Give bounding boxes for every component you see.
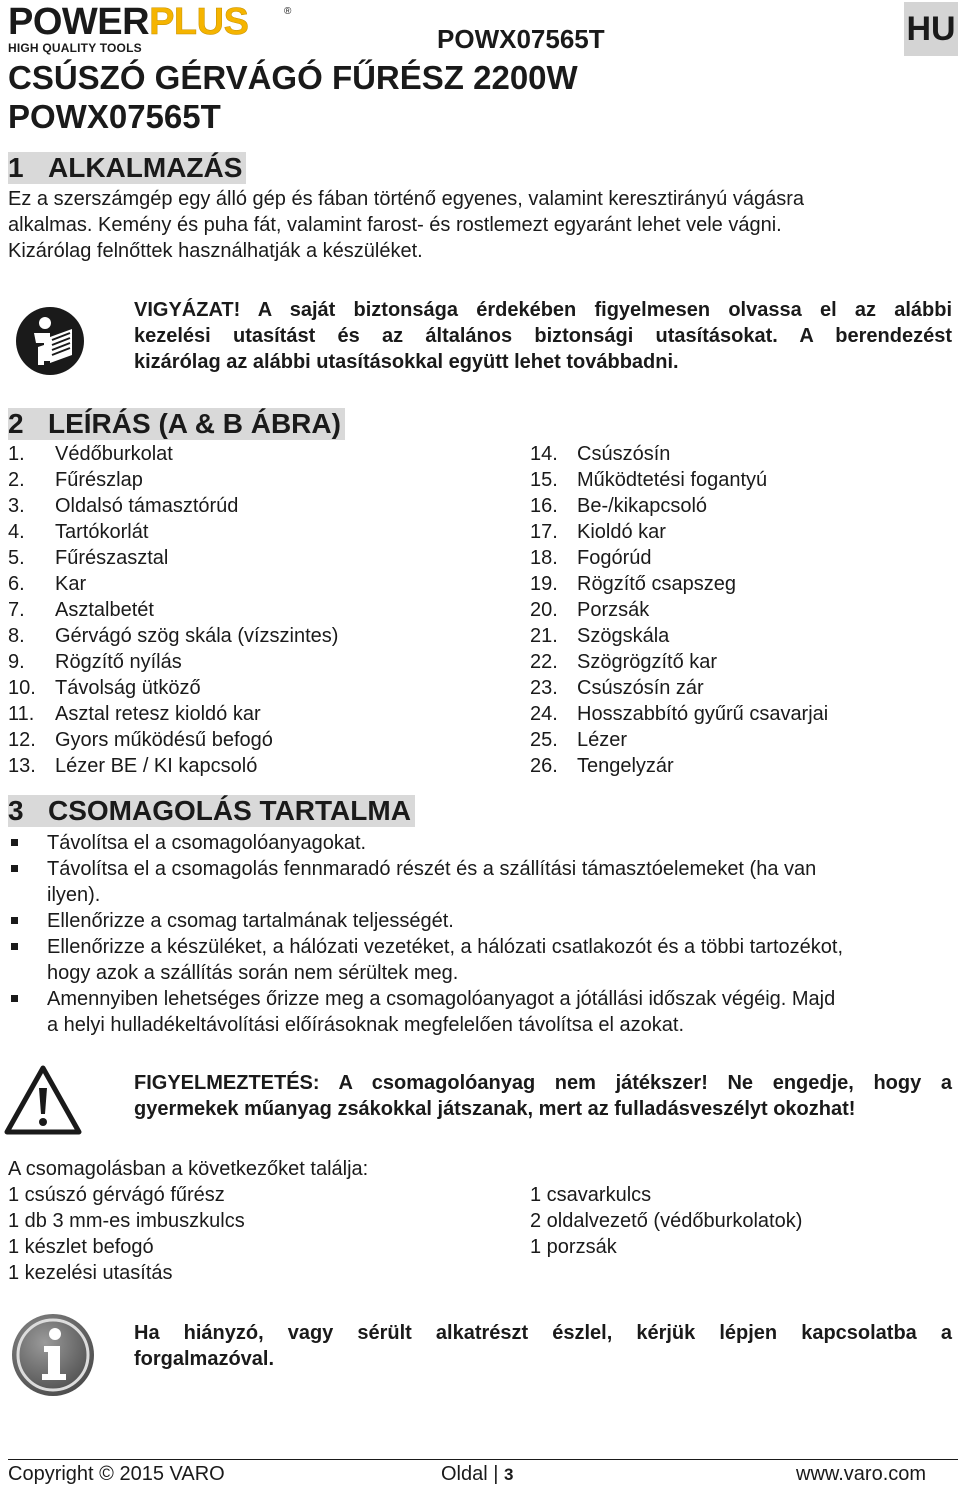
title-line-1: CSÚSZÓ GÉRVÁGÓ FŰRÉSZ 2200W <box>8 59 578 96</box>
section-1-body <box>8 186 953 264</box>
logo-power: POWER <box>8 1 150 43</box>
list-item: 7. Asztalbetét <box>8 599 154 621</box>
logo-tagline: HIGH QUALITY TOOLS <box>8 41 142 55</box>
list-item: 21. Szögskála <box>530 625 670 647</box>
header-model: POWX07565T <box>437 24 605 54</box>
note-line: Ha hiányzó, vagy sérült alkatrészt észlel, kérjük lépjen kapcsolatba a <box>134 1322 952 1344</box>
list-item: 5. Fűrészasztal <box>8 547 169 569</box>
missing-parts-note <box>134 1320 952 1346</box>
list-item: 24. Hosszabbító gyűrű csavarjai <box>530 703 829 725</box>
list-item: 12. Gyors működésű befogó <box>8 729 273 751</box>
list-item: 9. Rögzítő nyílás <box>8 651 182 673</box>
list-item: 23. Csúszósín zár <box>530 677 704 699</box>
list-item: 1 porzsák <box>530 1236 617 1258</box>
section-2-title: LEÍRÁS (A & B ÁBRA) <box>48 408 341 439</box>
list-item: 1 csavarkulcs <box>530 1184 652 1206</box>
footer-page <box>441 1462 514 1487</box>
list-item: 22. Szögrögzítő kar <box>530 651 718 673</box>
list-item: 1 csúszó gérvágó fűrész <box>8 1184 225 1206</box>
page-separator: | <box>493 1463 499 1485</box>
safety-notice <box>134 297 952 349</box>
list-item: 20. Porzsák <box>530 599 650 621</box>
list-item: Ellenőrizze a készüléket, a hálózati vezetéket, a hálózati csatlakozót és a többi tartozékot, hogy azok a szállítás során nem sérültek meg. <box>8 934 953 986</box>
list-item: Ellenőrizze a csomag tartalmának teljességét. <box>8 908 953 934</box>
notice-line: VIGYÁZAT! A saját biztonsága érdekében figyelmesen olvassa el az alábbi <box>134 299 952 321</box>
read-manual-icon <box>14 303 86 379</box>
section-2-heading <box>8 408 345 440</box>
logo-wordmark <box>8 1 298 43</box>
list-item: 26. Tengelyzár <box>530 755 674 777</box>
warning-line: FIGYELMEZTETÉS: A csomagolóanyag nem játékszer! Ne engedje, hogy a <box>134 1072 952 1094</box>
footer-url[interactable]: www.varo.com <box>796 1463 927 1485</box>
list-item: 16. Be-/kikapcsoló <box>530 495 708 517</box>
missing-parts-note-last: forgalmazóval. <box>134 1348 275 1370</box>
page-number: 3 <box>504 1465 514 1484</box>
info-icon <box>10 1312 96 1398</box>
notice-line: kezelési utasítást és az általános biztonsági utasításokat. A berendezést <box>134 325 952 347</box>
list-item: Távolítsa el a csomagolás fennmaradó részét és a szállítási támasztóelemeket (ha van ilyen). <box>8 856 953 908</box>
language-badge: HU <box>904 2 958 56</box>
list-item: 3. Oldalsó támasztórúd <box>8 495 239 517</box>
list-item: 1 készlet befogó <box>8 1236 154 1258</box>
list-item: 2. Fűrészlap <box>8 469 143 491</box>
bullet-square-icon <box>11 917 18 924</box>
list-item: 18. Fogórúd <box>530 547 652 569</box>
powerplus-logo <box>8 1 298 55</box>
bullet-square-icon <box>11 865 18 872</box>
section-3-heading <box>8 795 415 827</box>
body-line: alkalmas. Kemény és puha fát, valamint farost- és rostlemezt egyaránt lehet vele vágni. <box>8 214 782 236</box>
packaging-warning <box>134 1070 952 1096</box>
page-title <box>8 58 578 136</box>
list-item: Távolítsa el a csomagolóanyagokat. <box>8 830 953 856</box>
list-item: 11. Asztal retesz kioldó kar <box>8 703 261 725</box>
section-3-title: CSOMAGOLÁS TARTALMA <box>48 795 411 826</box>
footer-copyright: Copyright © 2015 VARO <box>8 1463 225 1485</box>
list-item: 2 oldalvezető (védőburkolatok) <box>530 1210 803 1232</box>
list-item: 19. Rögzítő csapszeg <box>530 573 736 595</box>
body-line: Kizárólag felnőttek használhatják a készüléket. <box>8 240 423 262</box>
section-1-number: 1 <box>8 152 24 183</box>
warning-triangle-icon <box>4 1064 82 1136</box>
list-item: 14. Csúszósín <box>530 443 671 465</box>
footer-divider <box>8 1459 958 1460</box>
list-item: 4. Tartókorlát <box>8 521 149 543</box>
list-item: 8. Gérvágó szög skála (vízszintes) <box>8 625 339 647</box>
contents-list-right <box>530 1182 955 1260</box>
list-item: 10. Távolság ütköző <box>8 677 201 699</box>
safety-notice-last: kizárólag az alábbi utasításokkal együtt lehet továbbadni. <box>134 351 679 373</box>
title-line-2: POWX07565T <box>8 98 221 135</box>
bullet-square-icon <box>11 995 18 1002</box>
unpacking-steps <box>8 830 953 1038</box>
list-item: 1. Védőburkolat <box>8 443 173 465</box>
section-1-title: ALKALMAZÁS <box>48 152 243 183</box>
logo-plus: PLUS <box>149 1 249 43</box>
list-item: 17. Kioldó kar <box>530 521 666 543</box>
list-item: 1 db 3 mm-es imbuszkulcs <box>8 1210 245 1232</box>
section-1-heading <box>8 152 246 184</box>
packaging-warning-last: gyermekek műanyag zsákokkal játszanak, mert az fulladásveszélyt okozhat! <box>134 1098 856 1120</box>
parts-list-left <box>8 441 508 779</box>
contents-intro: A csomagolásban a következőket találja: <box>8 1158 369 1180</box>
section-3-number: 3 <box>8 795 24 826</box>
list-item: 15. Működtetési fogantyú <box>530 469 768 491</box>
parts-list-right <box>530 441 955 779</box>
contents-list-left <box>8 1182 508 1286</box>
bullet-square-icon <box>11 839 18 846</box>
list-item: Amennyiben lehetséges őrizze meg a csomagolóanyagot a jótállási időszak végéig. Majd a helyi hulladékeltávolítási előírásoknak megfelelően távolítsa el azokat. <box>8 986 953 1038</box>
registered-mark: ® <box>284 6 292 17</box>
page-label: Oldal <box>441 1463 488 1485</box>
bullet-square-icon <box>11 943 18 950</box>
list-item: 1 kezelési utasítás <box>8 1262 173 1284</box>
list-item: 13. Lézer BE / KI kapcsoló <box>8 755 258 777</box>
list-item: 6. Kar <box>8 573 87 595</box>
list-item: 25. Lézer <box>530 729 628 751</box>
body-line: Ez a szerszámgép egy álló gép és fában történő egyenes, valamint keresztirányú vágásra <box>8 188 804 210</box>
section-2-number: 2 <box>8 408 24 439</box>
